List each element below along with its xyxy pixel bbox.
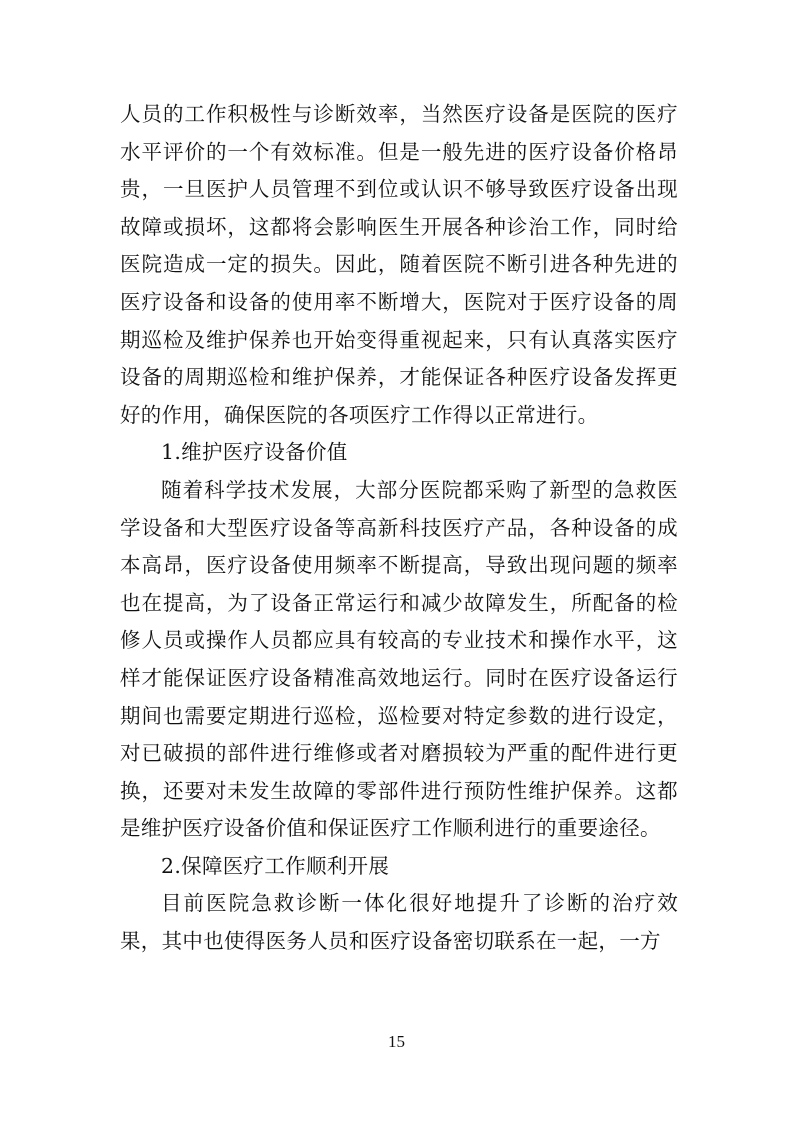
paragraph-section-1: 随着科学技术发展，大部分医院都采购了新型的急救医学设备和大型医疗设备等高新科技医疗产品，各种设备的成本高昂，医疗设备使用频率不断提高，导致出现问题的频率也在提高，为了设备正常运行和减少故障发生，所配备的检修人员或操作人员都应具有较高的专业技术和操作水平，这样才能保证医疗设备精准高效地运行。同时在医疗设备运行期间也需要定期进行巡检，巡检要对特定参数的进行设定，对已破损的部件进行维修或者对磨损较为严重的配件进行更换，还要对未发生故障的零部件进行预防性维护保养。这都是维护医疗设备价值和保证医疗工作顺利进行的重要途径。	[120, 477, 678, 841]
body-text	[120, 96, 678, 961]
section-heading-1: 1.维护医疗设备价值	[161, 440, 348, 465]
section-heading-2: 2.保障医疗工作顺利开展	[161, 853, 390, 878]
page-number: 15	[388, 1032, 405, 1051]
paragraph-section-2: 目前医院急救诊断一体化很好地提升了诊断的治疗效果，其中也使得医务人员和医疗设备密切联系在一起，一方	[120, 891, 678, 954]
paragraph-continued: 人员的工作积极性与诊断效率，当然医疗设备是医院的医疗水平评价的一个有效标准。但是一般先进的医疗设备价格昂贵，一旦医护人员管理不到位或认识不够导致医疗设备出现故障或损坏，这都将会影响医生开展各种诊治工作，同时给医院造成一定的损失。因此，随着医院不断引进各种先进的医疗设备和设备的使用率不断增大，医院对于医疗设备的周期巡检及维护保养也开始变得重视起来，只有认真落实医疗设备的周期巡检和维护保养，才能保证各种医疗设备发挥更好的作用，确保医院的各项医疗工作得以正常进行。	[120, 102, 678, 427]
